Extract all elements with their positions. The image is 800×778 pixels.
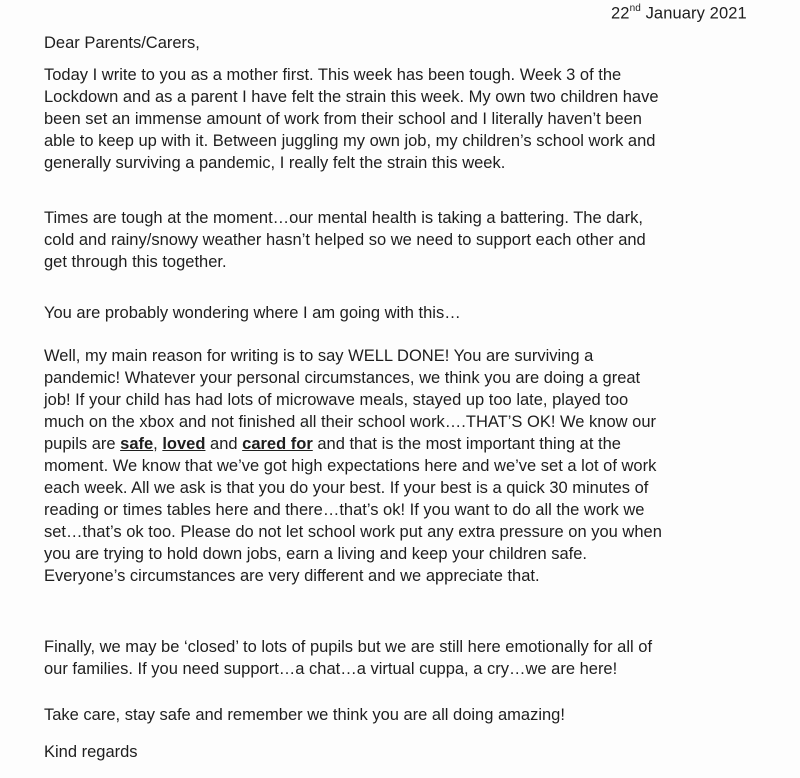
emphasis-cared-for: cared for <box>242 435 313 453</box>
paragraph-line <box>44 433 774 455</box>
paragraph-line: pandemic! Whatever your personal circumstances, we think you are doing a great <box>44 369 641 387</box>
paragraph-line: been set an immense amount of work from their school and I literally haven’t been <box>44 110 642 128</box>
emphasis-loved: loved <box>162 435 206 453</box>
text-run: and <box>205 435 243 453</box>
letter-closing <box>44 741 774 763</box>
paragraph-line: much on the xbox and not finished all their school work….THAT’S OK! We know our <box>44 413 656 431</box>
paragraph-line: Today I write to you as a mother first. This week has been tough. Week 3 of the <box>44 66 622 84</box>
paragraph-1 <box>44 64 774 174</box>
letter-date: 22nd January 2021 <box>611 3 747 23</box>
paragraph-line: Take care, stay safe and remember we think you are all doing amazing! <box>44 706 565 724</box>
paragraph-line: our families. If you need support…a chat…a virtual cuppa, a cry…we are here! <box>44 660 618 678</box>
paragraph-line: generally surviving a pandemic, I really felt the strain this week. <box>44 154 506 172</box>
paragraph-line: You are probably wondering where I am going with this… <box>44 304 461 322</box>
paragraph-line: moment. We know that we’ve got high expectations here and we’ve set a lot of work <box>44 457 657 475</box>
paragraph-line: Well, my main reason for writing is to say WELL DONE! You are surviving a <box>44 347 594 365</box>
paragraph-line: get through this together. <box>44 253 227 271</box>
paragraph-4 <box>44 345 774 587</box>
paragraph-line: you are trying to hold down jobs, earn a living and keep your children safe. <box>44 545 587 563</box>
text-run: and that is the most important thing at the <box>312 435 621 453</box>
paragraph-line: Kind regards <box>44 743 138 761</box>
emphasis-safe: safe <box>120 435 154 453</box>
paragraph-2 <box>44 207 774 273</box>
paragraph-line: job! If your child has had lots of microwave meals, stayed up too late, played too <box>44 391 629 409</box>
paragraph-line: Times are tough at the moment…our mental health is taking a battering. The dark, <box>44 209 643 227</box>
paragraph-line: each week. All we ask is that you do your best. If your best is a quick 30 minutes of <box>44 479 649 497</box>
paragraph-line: reading or times tables here and there…that’s ok! If you want to do all the work we <box>44 501 645 519</box>
text-run: , <box>153 435 163 453</box>
paragraph-line: able to keep up with it. Between juggling my own job, my children’s school work and <box>44 132 656 150</box>
text-run: pupils are <box>44 435 121 453</box>
paragraph-line: Everyone’s circumstances are very different and we appreciate that. <box>44 567 540 585</box>
paragraph-3 <box>44 302 774 324</box>
paragraph-line: Lockdown and as a parent I have felt the strain this week. My own two children have <box>44 88 659 106</box>
paragraph-line: set…that’s ok too. Please do not let school work put any extra pressure on you when <box>44 523 662 541</box>
paragraph-6 <box>44 704 774 726</box>
paragraph-line: cold and rainy/snowy weather hasn’t helped so we need to support each other and <box>44 231 646 249</box>
paragraph-5 <box>44 636 774 680</box>
letter-greeting: Dear Parents/Carers, <box>44 34 200 52</box>
paragraph-line: Finally, we may be ‘closed’ to lots of pupils but we are still here emotionally for all of <box>44 638 653 656</box>
